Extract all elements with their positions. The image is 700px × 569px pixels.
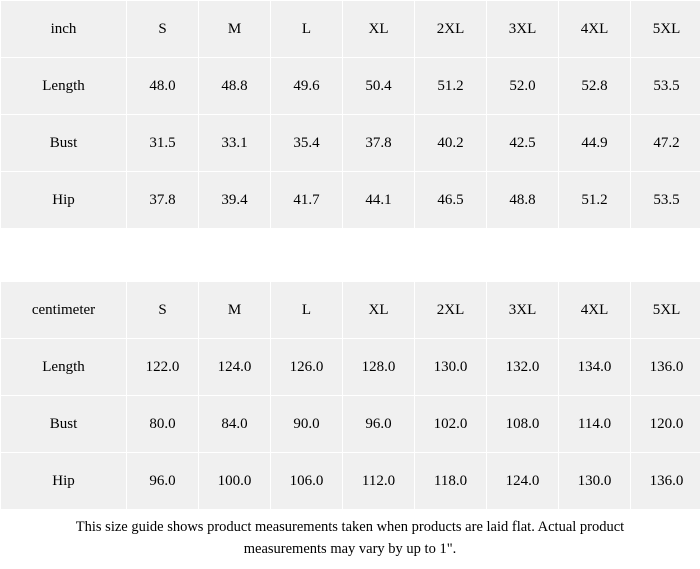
column-header-2xl: 2XL [415,282,487,339]
cell-bust-l: 35.4 [271,115,343,172]
size-table-inch [0,0,700,281]
cell-length-2xl: 130.0 [415,339,487,396]
column-header-4xl: 4XL [559,282,631,339]
cell-bust-3xl: 42.5 [487,115,559,172]
cell-hip-l: 41.7 [271,172,343,229]
cell-length-3xl: 132.0 [487,339,559,396]
column-header-2xl: 2XL [415,1,487,58]
size-guide-footnote [0,510,700,569]
cell-hip-4xl: 130.0 [559,453,631,510]
row-label-length: Length [1,339,127,396]
column-header-4xl: 4XL [559,1,631,58]
table-row [1,172,700,229]
cell-bust-s: 31.5 [127,115,199,172]
cell-hip-xl: 44.1 [343,172,415,229]
row-label-hip: Hip [1,172,127,229]
cell-length-xl: 128.0 [343,339,415,396]
table-spacer-row [1,229,700,282]
row-label-length: Length [1,58,127,115]
table-row [1,115,700,172]
cell-length-4xl: 52.8 [559,58,631,115]
column-header-3xl: 3XL [487,1,559,58]
cell-bust-xl: 37.8 [343,115,415,172]
table-row [1,453,700,510]
cell-hip-xl: 112.0 [343,453,415,510]
cell-length-4xl: 134.0 [559,339,631,396]
cell-length-3xl: 52.0 [487,58,559,115]
cell-length-m: 48.8 [199,58,271,115]
cell-length-l: 126.0 [271,339,343,396]
size-table-centimeter [0,281,700,510]
unit-label-centimeter: centimeter [1,282,127,339]
column-header-5xl: 5XL [631,282,700,339]
cell-hip-5xl: 53.5 [631,172,700,229]
cell-hip-2xl: 118.0 [415,453,487,510]
cell-bust-2xl: 102.0 [415,396,487,453]
cell-hip-l: 106.0 [271,453,343,510]
column-header-s: S [127,1,199,58]
cell-length-2xl: 51.2 [415,58,487,115]
row-label-bust: Bust [1,396,127,453]
cell-bust-m: 33.1 [199,115,271,172]
cell-hip-s: 96.0 [127,453,199,510]
cell-bust-3xl: 108.0 [487,396,559,453]
column-header-xl: XL [343,1,415,58]
cell-length-5xl: 53.5 [631,58,700,115]
spacer-cell [1,229,700,282]
cell-bust-5xl: 47.2 [631,115,700,172]
column-header-l: L [271,282,343,339]
column-header-5xl: 5XL [631,1,700,58]
cell-hip-s: 37.8 [127,172,199,229]
column-header-s: S [127,282,199,339]
cell-hip-3xl: 124.0 [487,453,559,510]
column-header-m: M [199,1,271,58]
column-header-3xl: 3XL [487,282,559,339]
cell-bust-5xl: 120.0 [631,396,700,453]
cell-bust-m: 84.0 [199,396,271,453]
table-row [1,396,700,453]
cell-hip-2xl: 46.5 [415,172,487,229]
table-row [1,58,700,115]
cell-bust-s: 80.0 [127,396,199,453]
row-label-hip: Hip [1,453,127,510]
table-row [1,339,700,396]
cell-length-xl: 50.4 [343,58,415,115]
cell-bust-xl: 96.0 [343,396,415,453]
table-header-row [1,282,700,339]
cell-bust-4xl: 44.9 [559,115,631,172]
cell-length-l: 49.6 [271,58,343,115]
cell-bust-4xl: 114.0 [559,396,631,453]
column-header-xl: XL [343,282,415,339]
column-header-l: L [271,1,343,58]
cell-hip-4xl: 51.2 [559,172,631,229]
cell-hip-m: 39.4 [199,172,271,229]
footnote-line-2: measurements may vary by up to 1". [244,538,457,560]
cell-length-s: 122.0 [127,339,199,396]
table-header-row [1,1,700,58]
cell-length-m: 124.0 [199,339,271,396]
cell-hip-m: 100.0 [199,453,271,510]
cell-hip-5xl: 136.0 [631,453,700,510]
column-header-m: M [199,282,271,339]
row-label-bust: Bust [1,115,127,172]
cell-length-s: 48.0 [127,58,199,115]
cell-length-5xl: 136.0 [631,339,700,396]
cell-hip-3xl: 48.8 [487,172,559,229]
footnote-line-1: This size guide shows product measurements taken when products are laid flat. Actual product [76,516,624,538]
cell-bust-2xl: 40.2 [415,115,487,172]
cell-bust-l: 90.0 [271,396,343,453]
unit-label-inch: inch [1,1,127,58]
